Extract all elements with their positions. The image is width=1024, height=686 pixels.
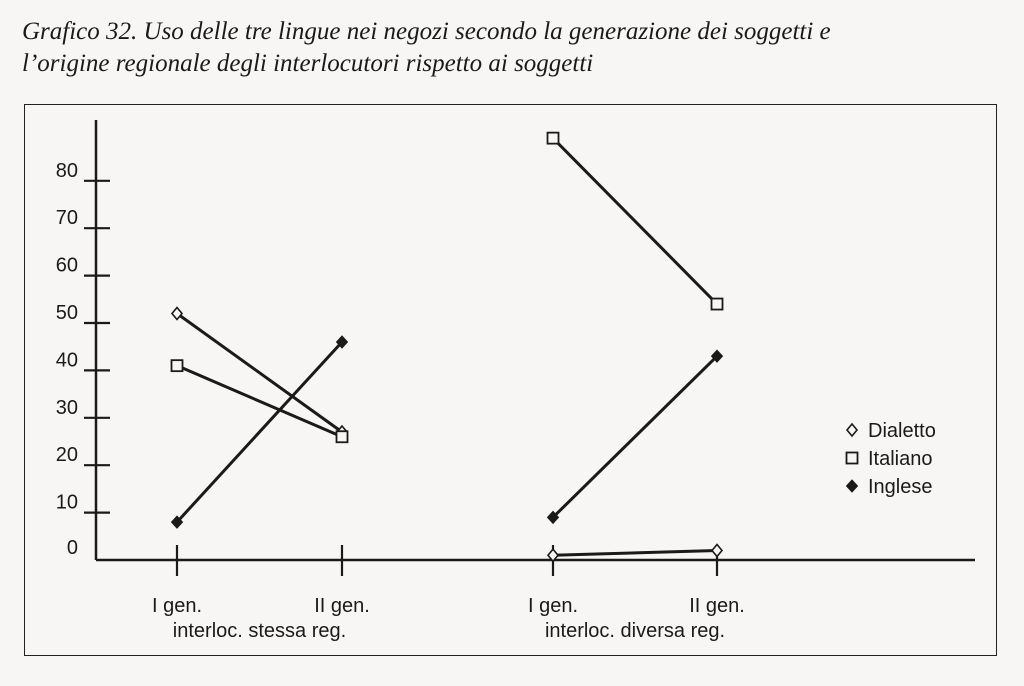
data-point-italiano xyxy=(712,299,723,310)
series-line-italiano xyxy=(177,366,342,437)
legend-label-italiano: Italiano xyxy=(868,448,933,470)
y-tick-label: 30 xyxy=(55,396,78,419)
y-tick-label: 40 xyxy=(55,349,78,372)
legend-marker-inglese xyxy=(847,480,858,492)
caption-line-2: l’origine regionale degli interlocutori rispetto ai soggetti xyxy=(22,50,594,77)
legend-label-dialetto: Dialetto xyxy=(868,420,936,442)
y-tick-label: 50 xyxy=(55,302,78,324)
x-group-label: interloc. stessa reg. xyxy=(172,620,347,642)
y-axis-ticks xyxy=(56,160,110,559)
data-point-italiano xyxy=(548,133,559,144)
y-tick-label: 0 xyxy=(66,537,78,559)
data-point-italiano xyxy=(172,360,183,371)
y-tick-label: 80 xyxy=(55,159,78,182)
legend xyxy=(847,420,936,498)
y-tick-label: 60 xyxy=(55,254,78,277)
series-lines xyxy=(177,138,717,555)
axes xyxy=(96,120,975,560)
series-line-dialetto xyxy=(553,551,717,556)
caption-line-1: Grafico 32. Uso delle tre lingue nei negozi secondo la generazione dei soggetti e xyxy=(22,18,831,45)
data-point-italiano xyxy=(337,431,348,442)
x-tick-label: II gen. xyxy=(314,595,370,617)
series-line-italiano xyxy=(553,138,717,304)
series-line-dialetto xyxy=(177,314,342,433)
x-tick-label: I gen. xyxy=(527,595,579,617)
y-tick-label: 10 xyxy=(55,491,78,514)
series-markers xyxy=(172,133,723,562)
legend-marker-italiano xyxy=(847,453,858,464)
x-tick-label: II gen. xyxy=(689,595,745,617)
data-point-dialetto xyxy=(712,545,722,557)
x-tick-label: I gen. xyxy=(151,595,203,617)
legend-label-inglese: Inglese xyxy=(868,476,933,498)
legend-marker-dialetto xyxy=(847,424,857,436)
x-group-label: interloc. diversa reg. xyxy=(544,620,726,642)
series-line-inglese xyxy=(553,356,717,517)
y-tick-label: 20 xyxy=(55,444,78,467)
series-line-inglese xyxy=(177,342,342,522)
y-tick-label: 70 xyxy=(55,207,78,230)
